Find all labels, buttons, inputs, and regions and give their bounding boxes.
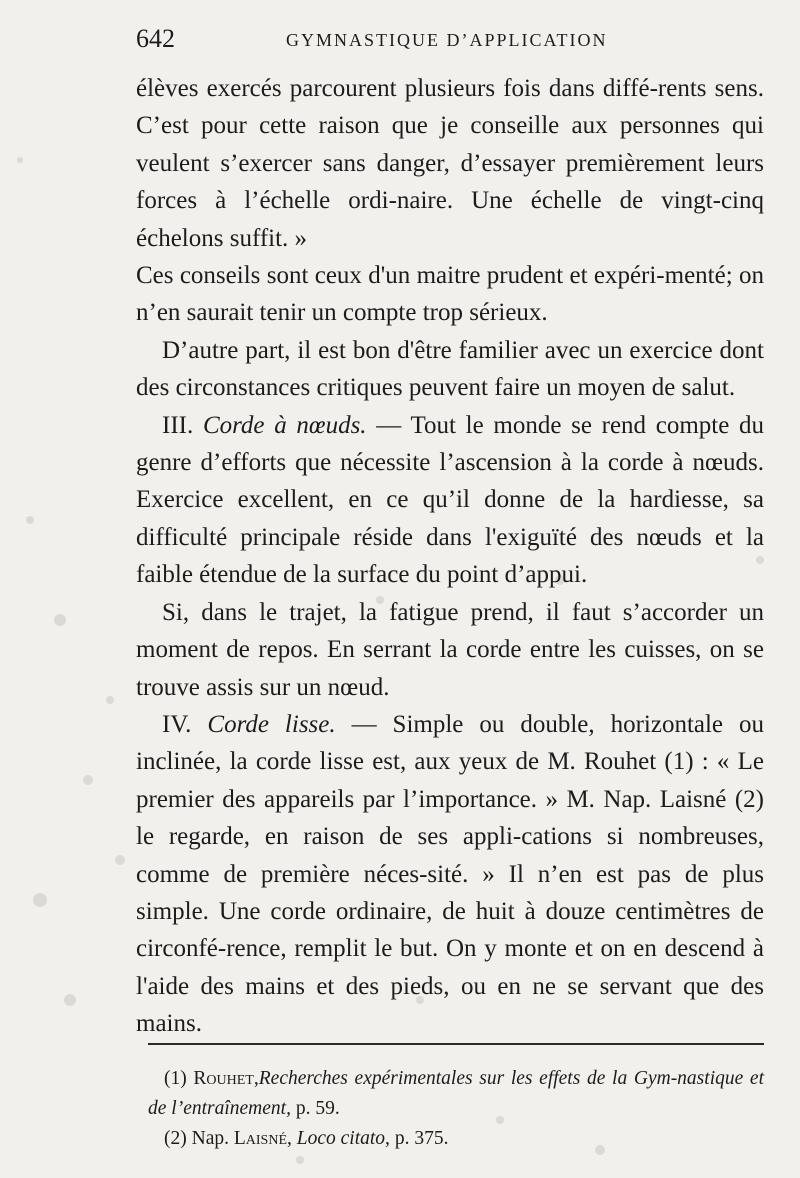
section-number: IV. bbox=[162, 710, 192, 738]
footnote-page: p. 375. bbox=[394, 1128, 449, 1149]
paragraph: D’autre part, il est bon d'être familier avec un exercice dont des circonstances critiques peuvent faire un moyen de salut. bbox=[136, 336, 764, 402]
footnote-1 bbox=[148, 1064, 764, 1124]
footnote-marker: (1) bbox=[164, 1068, 187, 1089]
section-heading: Corde lisse. bbox=[207, 710, 336, 738]
footnote-marker: (2) bbox=[164, 1128, 187, 1149]
section-paragraph-iii bbox=[136, 407, 764, 594]
page-header bbox=[136, 24, 764, 64]
footnote-page: p. 59. bbox=[295, 1098, 340, 1119]
section-number: III. bbox=[162, 411, 194, 439]
page-number: 642 bbox=[136, 24, 175, 53]
paragraph: Ces conseils sont ceux d'un maitre prudent et expéri-menté; on n’en saurait tenir un compte trop sérieux. bbox=[136, 262, 764, 327]
footnotes bbox=[148, 1064, 764, 1154]
footnote-divider bbox=[148, 1043, 764, 1045]
paragraph: Si, dans le trajet, la fatigue prend, il faut s’accorder un moment de repos. En serrant la corde entre les cuisses, on se trouve assis sur un nœud. bbox=[136, 598, 764, 701]
footnote-author-first: Nap. bbox=[191, 1128, 229, 1149]
section-text: — Tout le monde se rend compte du genre d’efforts que nécessite l’ascension à la corde à nœuds. Exercice excellent, en ce qu’il donne de la hardiesse, sa difficulté principale réside dans l'exiguïté des nœuds et la faible étendue de la surface du point d’appui. bbox=[136, 411, 765, 589]
body-text bbox=[136, 70, 764, 1043]
footnote-author: Rouhet, bbox=[193, 1068, 259, 1089]
section-text: — Simple ou double, horizontale ou inclinée, la corde lisse est, aux yeux de M. Rouhet (1) : « Le premier des appareils par l’importance. » M. Nap. Laisné (2) le regarde, en raison de ses appli-cations si nombreuses, comme de première néces-sité. » Il n’en est pas de plus simple. Une corde ordinaire, de huit à douze centimètres de circonfé-rence, remplit le but. On y monte et on en descend à l'aide des mains et des pieds, ou en ne se servant que des mains. bbox=[136, 710, 764, 1038]
running-title: GYMNASTIQUE D’APPLICATION bbox=[286, 30, 608, 50]
footnote-title: Loco citato, bbox=[296, 1128, 390, 1149]
footnote-author: Laisné, bbox=[233, 1128, 292, 1149]
footnote-title: Recherches expérimentales sur les effets de la Gym-nastique et de l’entraînement, bbox=[148, 1068, 764, 1119]
footnote-2 bbox=[148, 1124, 764, 1154]
paragraph: élèves exercés parcourent plusieurs fois dans diffé-rents sens. C’est pour cette raison que je conseille aux personnes qui veulent s’exercer sans danger, d’essayer premièrement leurs forces à l’échelle ordi-naire. Une échelle de vingt-cinq échelons suffit. » bbox=[136, 75, 764, 252]
section-heading: Corde à nœuds. bbox=[202, 411, 367, 439]
section-paragraph-iv bbox=[136, 706, 764, 1043]
